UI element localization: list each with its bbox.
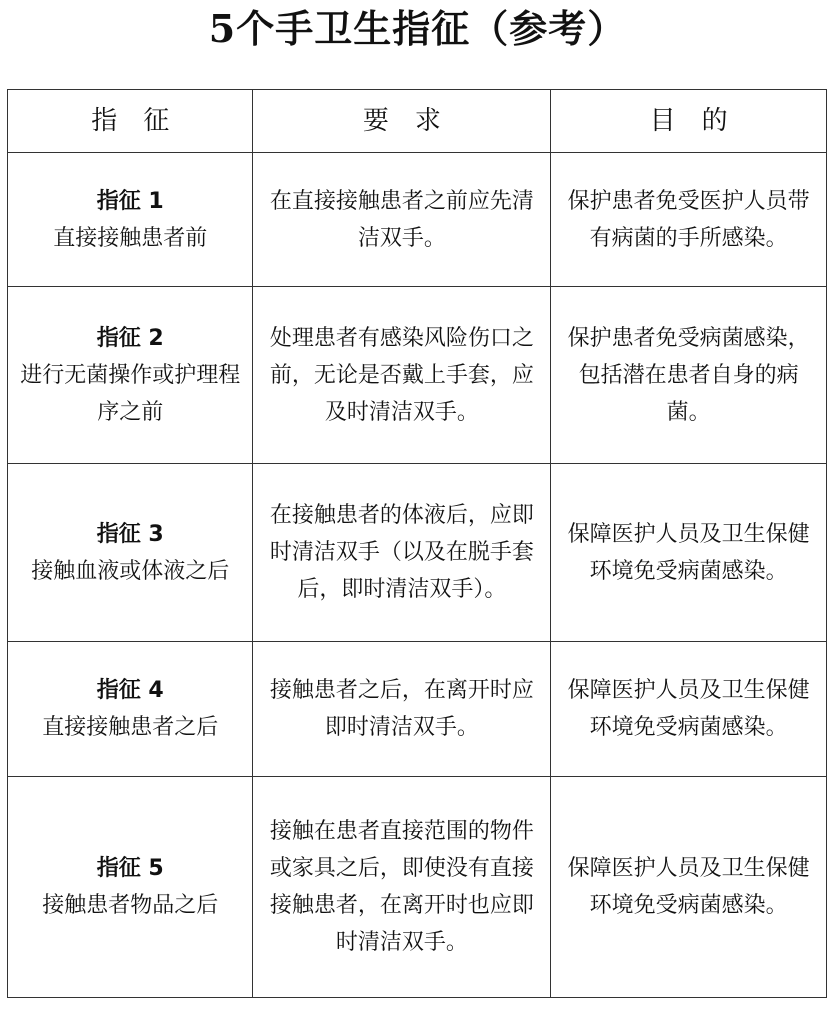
indication-cell xyxy=(8,642,253,777)
hand-hygiene-table xyxy=(7,89,827,998)
indication-label: 指征 1 xyxy=(96,188,164,214)
purpose-cell xyxy=(551,287,827,464)
purpose-text: 保障医护人员及卫生保健环境免受病菌感染。 xyxy=(567,856,810,918)
purpose-text: 保护患者免受病菌感染，包括潜在患者自身的病菌。 xyxy=(567,325,810,425)
indication-cell xyxy=(8,153,253,287)
requirement-cell xyxy=(253,287,551,464)
indication-label: 指征 4 xyxy=(96,678,164,703)
requirement-cell xyxy=(253,153,551,287)
purpose-cell xyxy=(551,464,827,642)
indication-name: 直接接触患者之后 xyxy=(42,715,219,740)
indication-name: 接触患者物品之后 xyxy=(42,893,219,918)
purpose-text: 保障医护人员及卫生保健环境免受病菌感染。 xyxy=(567,678,810,740)
requirement-text: 处理患者有感染风险伤口之前，无论是否戴上手套，应及时清洁双手。 xyxy=(269,325,534,425)
requirement-cell xyxy=(253,642,551,777)
table-row xyxy=(8,464,827,642)
header-indication: 指 征 xyxy=(8,90,253,153)
indication-name: 进行无菌操作或护理程序之前 xyxy=(20,362,241,425)
table-row xyxy=(8,642,827,777)
purpose-text: 保护患者免受医护人员带有病菌的手所感染。 xyxy=(567,188,810,251)
purpose-cell xyxy=(551,642,827,777)
table-row xyxy=(8,153,827,287)
indication-cell xyxy=(8,777,253,998)
table-row xyxy=(8,287,827,464)
requirement-text: 接触在患者直接范围的物件或家具之后，即使没有直接接触患者，在离开时也应即时清洁双手。 xyxy=(269,819,534,955)
indication-cell xyxy=(8,464,253,642)
header-requirement: 要 求 xyxy=(253,90,551,153)
requirement-cell xyxy=(253,777,551,998)
requirement-text: 在接触患者的体液后，应即时清洁双手（以及在脱手套后，即时清洁双手）。 xyxy=(269,503,534,602)
indication-name: 接触血液或体液之后 xyxy=(31,558,230,584)
purpose-cell xyxy=(551,777,827,998)
requirement-cell xyxy=(253,464,551,642)
table-header-row xyxy=(8,90,827,153)
indication-name: 直接接触患者前 xyxy=(53,225,208,251)
header-purpose: 目 的 xyxy=(551,90,827,153)
table-row xyxy=(8,777,827,998)
indication-label: 指征 2 xyxy=(96,325,164,351)
requirement-text: 接触患者之后，在离开时应即时清洁双手。 xyxy=(269,678,534,740)
indication-label: 指征 5 xyxy=(96,856,164,881)
purpose-text: 保障医护人员及卫生保健环境免受病菌感染。 xyxy=(567,521,810,584)
indication-label: 指征 3 xyxy=(96,521,164,547)
page-title: 5个手卫生指征（参考） xyxy=(208,6,627,51)
indication-cell xyxy=(8,287,253,464)
purpose-cell xyxy=(551,153,827,287)
requirement-text: 在直接接触患者之前应先清洁双手。 xyxy=(269,188,534,251)
